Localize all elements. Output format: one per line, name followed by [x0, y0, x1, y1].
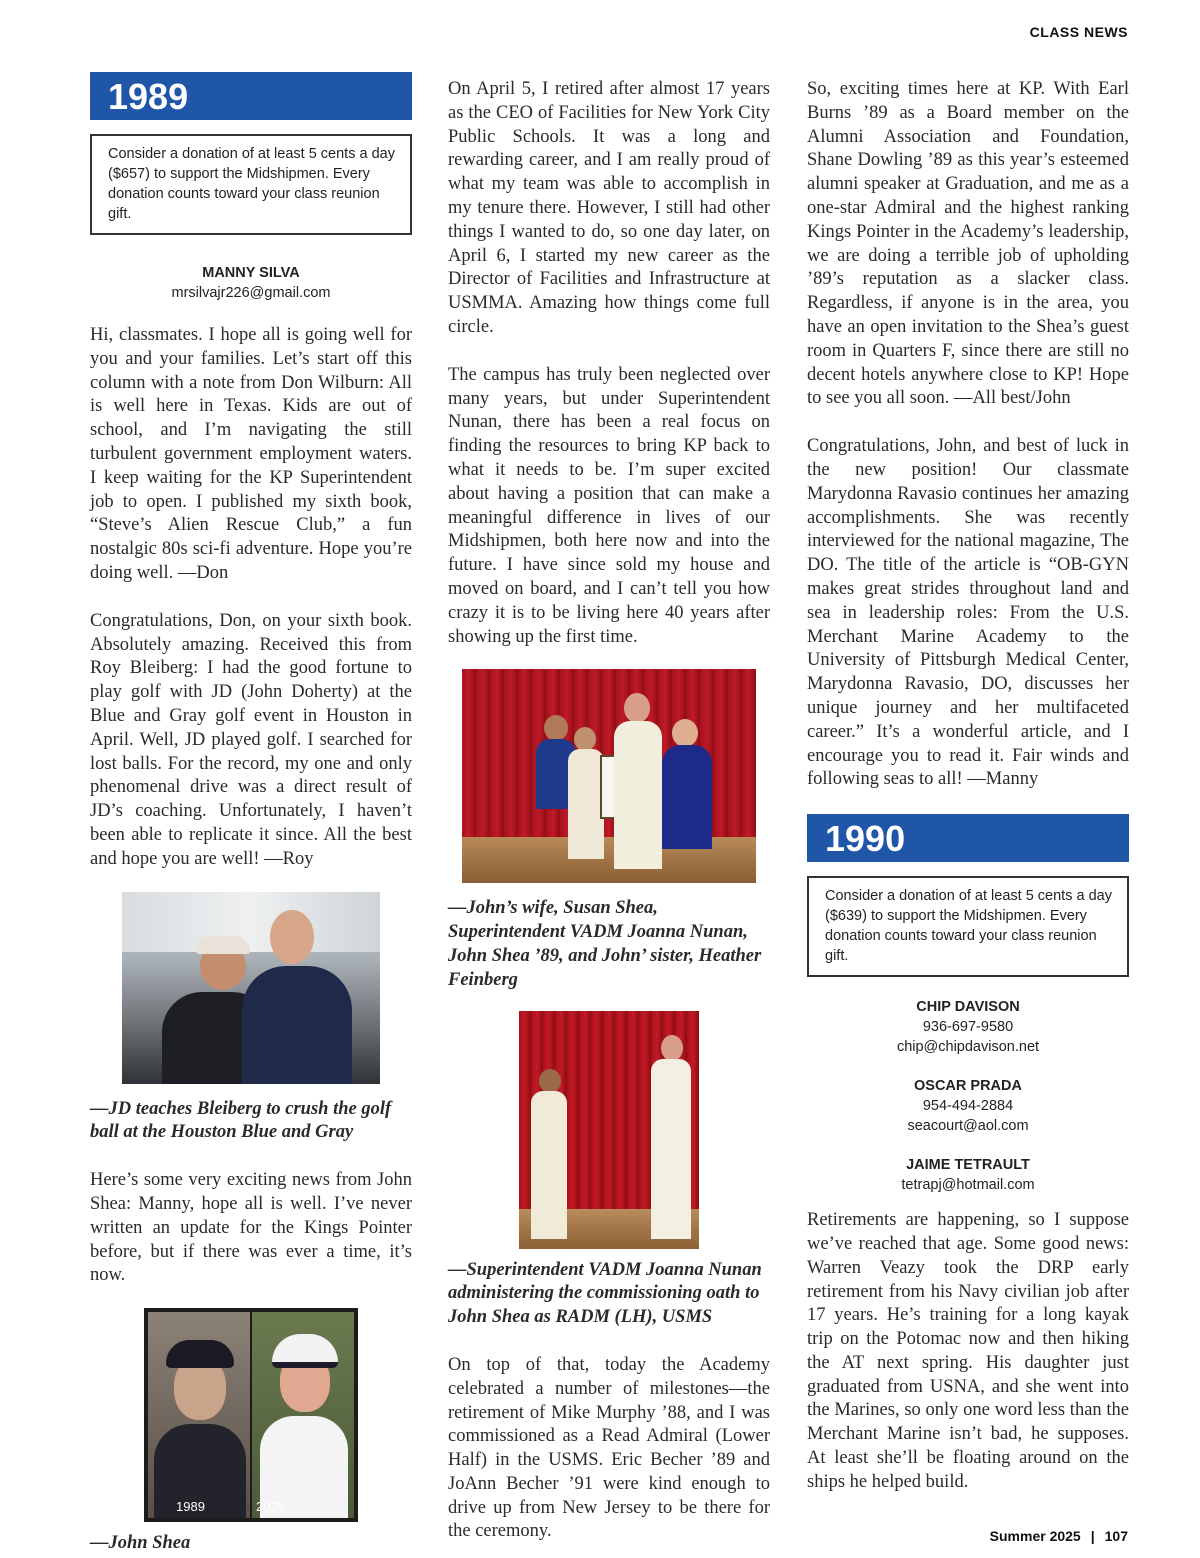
- ceremony-photo: [462, 669, 756, 883]
- correspondent-phone: 954-494-2884: [922, 1098, 1014, 1115]
- label-1989: 1989: [176, 1499, 205, 1515]
- paragraph: Hi, classmates. I hope all is going well for you and your families. Let’s start off this column with a note from Don Wilburn: All is well here in Texas. Kids are out of school, and I’m navigating the still turbulent government employment waters. I keep waiting for the KP Superintendent job to open. I published my sixth book, “Steve’s Alien Rescue Club,” a fun nostalgic 80s sci-fi adventure. Hope you’re doing well. —Don: [90, 325, 412, 583]
- golf-photo: [122, 892, 380, 1084]
- photo-caption: —Superintendent VADM Joanna Nunan administering the commissioning oath to John Shea as RADM (LH), USMS: [448, 1259, 762, 1328]
- footer-separator: |: [1090, 1528, 1095, 1544]
- photo-2025: [252, 1312, 354, 1518]
- photo-caption: —John Shea: [90, 1533, 191, 1554]
- correspondent-name: JAIME TETRAULT: [906, 1157, 1030, 1174]
- section-label: CLASS NEWS: [1029, 24, 1128, 40]
- correspondent-email: tetrapj@hotmail.com: [901, 1177, 1035, 1194]
- correspondents-1990: [807, 997, 1129, 1195]
- paragraph: Congratulations, Don, on your sixth book. Absolutely amazing. Received this from Roy Bleiberg: I had the good fortune to play golf with JD (John Doherty) at the Blue and Gray golf event in Houston in April. Well, JD played golf. I searched for lost balls. For the record, my one and only phenomenal drive was a direct result of JD’s coaching. Unfortunately, I haven’t been able to replicate it since. All the best and hope you are well! —Roy: [90, 610, 412, 869]
- page-footer: [990, 1528, 1128, 1544]
- commissioning-photo: [519, 1011, 699, 1249]
- donation-box-1989: Consider a donation of at least 5 cents a day ($657) to support the Midshipmen. Every donation counts toward your class reunion gift.: [90, 134, 412, 235]
- column-2: [448, 78, 770, 1544]
- correspondent: [807, 997, 1129, 1057]
- correspondent-email: seacourt@aol.com: [907, 1118, 1029, 1135]
- paragraph: Here’s some very exciting news from John Shea: Manny, hope all is well. I’ve never written an update for the Kings Pointer before, but if there was ever a time, it’s now.: [90, 1170, 412, 1286]
- correspondent-email: mrsilvajr226@gmail.com: [171, 285, 331, 301]
- correspondent: [807, 1155, 1129, 1195]
- paragraph: Congratulations, John, and best of luck in the new position! Our classmate Marydonna Ravasio continues her amazing accomplishments. She was recently interviewed for the national magazine, The DO. The title of the article is “OB-GYN makes great strides throughout land and sea in leadership roles: From the U.S. Merchant Marine Academy to the University of Pittsburgh Medical Center, Marydonna Ravasio, DO, discusses her unique journey and her multifaceted career.” It’s a wonderful article, and I encourage you to read it. Fair winds and following seas to all! —Manny: [807, 436, 1129, 790]
- correspondent-name: OSCAR PRADA: [914, 1078, 1022, 1095]
- paragraph: On top of that, today the Academy celebrated a number of milestones—the retirement of Mike Murphy ’88, and I was commissioned as a Read Admiral (Lower Half) in the USMS. Eric Becher ’89 and JoAnn Becher ’91 were kind enough to drive up from New Jersey to be there for the ceremony.: [448, 1354, 770, 1542]
- correspondent-email: chip@chipdavison.net: [896, 1039, 1040, 1056]
- correspondent-name: MANNY SILVA: [202, 265, 300, 281]
- paragraph: On April 5, I retired after almost 17 years as the CEO of Facilities for New York City Public Schools. It was a long and rewarding career, and I am really proud of what my team was able to accomplish in my tenure there. However, I still had other things I wanted to do, so one day later, on April 6, I started my new career as the Director of Facilities and Infrastructure at USMMA. Amazing how things come full circle.: [448, 79, 770, 337]
- label-2025: 2025: [256, 1499, 285, 1515]
- photo-caption: —John’s wife, Susan Shea, Superintendent VADM Joanna Nunan, John Shea ’89, and John’ sister, Heather Feinberg: [448, 898, 762, 990]
- photo-caption: —JD teaches Bleiberg to crush the golf ball at the Houston Blue and Gray: [90, 1098, 392, 1143]
- correspondent: [807, 1076, 1129, 1136]
- correspondent-phone: 936-697-9580: [922, 1019, 1014, 1036]
- paragraph: Retirements are happening, so I suppose we’ve reached that age. Some good news: Warren Veazy took the DRP early retirement from his Navy civilian job after 17 years. He’s training for a long kayak trip on the Potomac now and then hiking the AT next spring. His daughter just graduated from USNA, and she went into the Marines, so only one word less than the Merchant Marine isn’t bad, he supposes. At least she’ll be floating around on the ships he helped build.: [807, 1210, 1129, 1492]
- donation-box-1990: Consider a donation of at least 5 cents a day ($639) to support the Midshipmen. Every donation counts toward your class reunion gift.: [807, 876, 1129, 977]
- correspondent-name: CHIP DAVISON: [916, 999, 1020, 1016]
- year-banner-1990: 1990: [807, 814, 1129, 862]
- paragraph: So, exciting times here at KP. With Earl Burns ’89 as a Board member on the Alumni Association and Foundation, Shane Dowling ’89 as this year’s esteemed alumni speaker at Graduation, and me as a one-star Admiral and the highest ranking Kings Pointer in the Academy’s leadership, we are doing a terrible job of upholding ’89’s reputation as a slacker class. Regardless, if anyone is in the area, you have an open invitation to the Shea’s guest room in Quarters F, since there are still no decent hotels anywhere close to KP! Hope to see you all soon. —All best/John: [807, 79, 1129, 409]
- photo-1989: [148, 1312, 250, 1518]
- column-3: [807, 78, 1129, 1495]
- issue-label: Summer 2025: [989, 1528, 1081, 1544]
- correspondent-1989: [90, 263, 412, 303]
- column-1: [90, 72, 412, 1556]
- paragraph: The campus has truly been neglected over many years, but under Superintendent Nunan, there has been a real focus on finding the resources to bring KP back to what it needs to be. I’m super excited about having a position that can make a meaningful difference in lives of our Midshipmen, both here now and into the future. I have since sold my house and moved on board, and I can’t tell you how crazy it is to be living here 40 years after showing up the first time.: [448, 364, 770, 647]
- year-banner-1989: 1989: [90, 72, 412, 120]
- page-number: 107: [1104, 1528, 1128, 1544]
- then-now-photo: [144, 1308, 358, 1522]
